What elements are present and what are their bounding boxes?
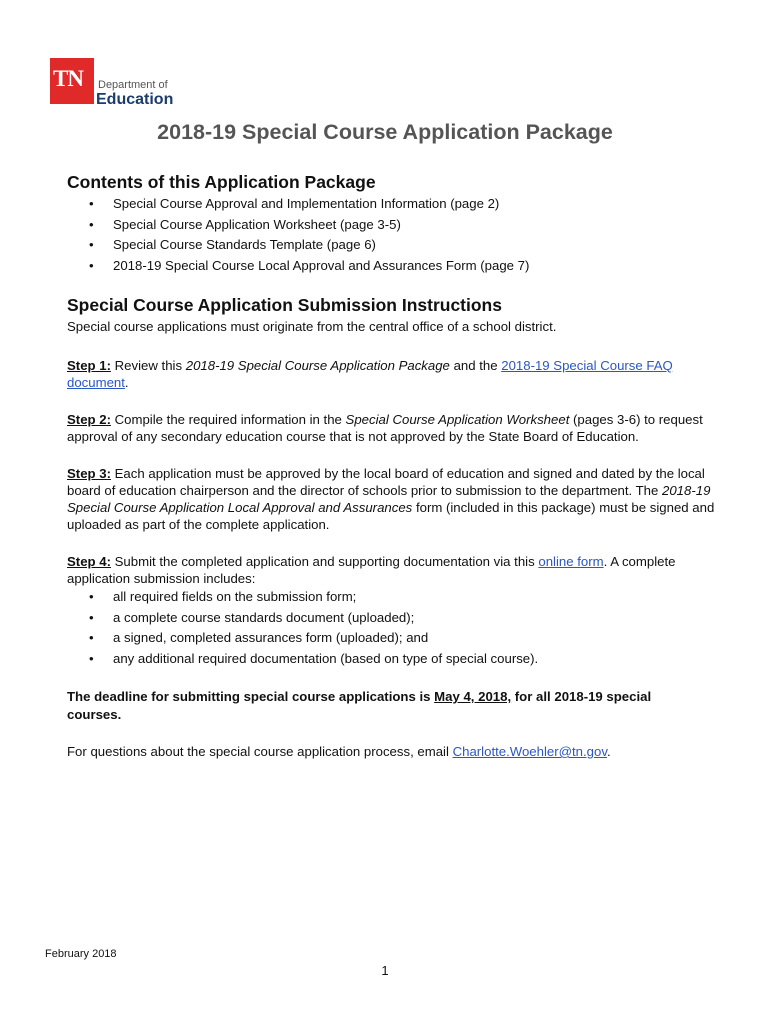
step-2-paragraph [67,411,727,445]
submission-requirements-list [67,587,538,669]
logo-tn-text: TN [53,66,83,91]
step-3-label: Step 3: [67,466,111,481]
contact-email-link[interactable]: Charlotte.Woehler@tn.gov [452,744,607,759]
step-4-text: Submit the completed application and supporting documentation via this [110,554,539,569]
contact-paragraph [67,743,727,760]
step-4-label: Step 4: [67,554,111,569]
logo-department-text: Department of [98,79,168,91]
contents-heading: Contents of this Application Package [67,172,376,192]
step-3-text-2: form (included in this package) must be signed and uploaded as part of the complete application. [67,500,715,532]
step-2-label: Step 2: [67,412,111,427]
step-4-paragraph [67,553,727,587]
list-item: • any additional required documentation (based on type of special course). [67,649,538,670]
step-3-paragraph [67,465,727,533]
step-4-text-2: . A complete application submission includes: [67,554,676,586]
deadline-notice [67,688,707,724]
list-item: • a signed, completed assurances form (uploaded); and [67,628,538,649]
deadline-text: The deadline for submitting special course applications is [67,689,435,704]
list-item: • 2018-19 Special Course Local Approval and Assurances Form (page 7) [67,256,529,277]
step-2-text-2: (pages 3-6) to request approval of any secondary education course that is not approved by the State Board of Education. [67,412,703,444]
list-item: • Special Course Standards Template (page 6) [67,235,529,256]
page-number: 1 [381,963,389,978]
footer-date: February 2018 [45,948,117,960]
step-1-package-title: 2018-19 Special Course Application Package [185,358,450,373]
list-item: • all required fields on the submission form; [67,587,538,608]
step-1-text-2: and the [449,358,502,373]
list-item: • Special Course Application Worksheet (page 3-5) [67,215,529,236]
step-3-text: Each application must be approved by the local board of education and signed and dated by the local board of education chairperson and the director of schools prior to submission to the department. The [67,466,705,498]
tn-education-logo [50,58,176,110]
step-1-text: Review this [110,358,186,373]
page-title: 2018-19 Special Course Application Package [157,120,613,144]
instructions-intro: Special course applications must originate from the central office of a school district. [67,319,557,334]
faq-document-link[interactable]: 2018-19 Special Course FAQ document [67,358,673,390]
logo-red-box [50,58,94,104]
contact-text: For questions about the special course application process, email [67,744,453,759]
step-2-worksheet-title: Special Course Application Worksheet [345,412,570,427]
step-1-label: Step 1: [67,358,111,373]
contact-period: . [606,744,611,759]
step-1-paragraph [67,357,727,391]
step-2-text: Compile the required information in the [110,412,346,427]
logo-education-text: Education [96,91,174,108]
deadline-text-2: for all 2018-19 special courses. [67,689,652,722]
online-form-link[interactable]: online form [538,554,604,569]
list-item: • a complete course standards document (uploaded); [67,608,538,629]
list-item: • Special Course Approval and Implementation Information (page 2) [67,194,529,215]
instructions-heading: Special Course Application Submission Instructions [67,295,502,315]
step-1-period: . [124,375,129,390]
contents-list [67,194,529,276]
step-3-form-title: 2018-19 Special Course Application Local Approval and Assurances [67,483,711,515]
deadline-date: May 4, 2018, [434,689,512,704]
